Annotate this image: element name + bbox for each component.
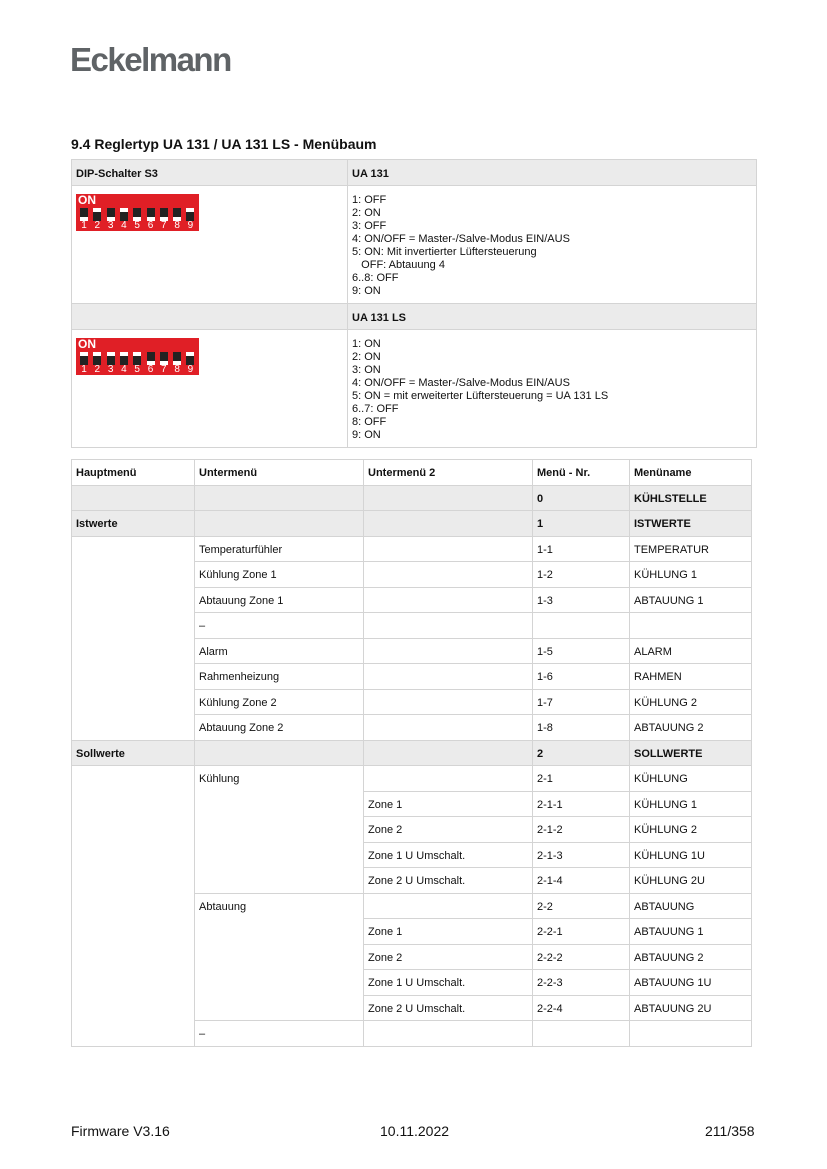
table-row xyxy=(72,587,752,613)
menu-cell-haupt xyxy=(72,1021,195,1047)
dip-description-line: 6..7: OFF xyxy=(352,403,399,415)
menu-cell-haupt xyxy=(72,919,195,945)
table-row xyxy=(72,536,752,562)
menu-cell-name: ABTAUUNG 2U xyxy=(630,995,752,1021)
menu-cell-unter2 xyxy=(364,562,533,588)
menu-cell-name: KÜHLUNG 2 xyxy=(630,817,752,843)
dip-on-label: ON xyxy=(78,337,96,351)
menu-cell-unter2 xyxy=(364,638,533,664)
menu-cell-unter2 xyxy=(364,587,533,613)
table-row xyxy=(72,562,752,588)
menu-cell-name: ISTWERTE xyxy=(630,511,752,537)
menu-column-header: Menü - Nr. xyxy=(533,460,630,486)
menu-cell-name: KÜHLUNG 1 xyxy=(630,562,752,588)
dip-switch-ua131 xyxy=(76,194,199,231)
dip-switch-knob xyxy=(133,352,141,356)
dip-switch-number: 2 xyxy=(94,364,101,375)
dip-switch-number: 2 xyxy=(94,220,101,231)
menu-cell-nr: 1-6 xyxy=(533,664,630,690)
menu-cell-unter2: Zone 1 xyxy=(364,791,533,817)
menu-cell-unter xyxy=(195,791,364,817)
menu-cell-unter xyxy=(195,970,364,996)
menu-cell-unter: Kühlung Zone 2 xyxy=(195,689,364,715)
menu-cell-nr: 2-2-3 xyxy=(533,970,630,996)
menu-cell-unter: Rahmenheizung xyxy=(195,664,364,690)
dip-description-line: 2: ON xyxy=(352,351,381,363)
table-row xyxy=(72,715,752,741)
dip-description-line: 3: OFF xyxy=(352,220,387,232)
dip-switch-number: 4 xyxy=(121,364,127,375)
menu-cell-name: KÜHLUNG 2U xyxy=(630,868,752,894)
menu-cell-unter xyxy=(195,740,364,766)
menu-cell-unter2 xyxy=(364,766,533,792)
menu-cell-haupt xyxy=(72,562,195,588)
table-row xyxy=(72,919,752,945)
menu-cell-haupt xyxy=(72,995,195,1021)
dip-switch-number: 6 xyxy=(147,364,154,375)
menu-column-header: Menüname xyxy=(630,460,752,486)
menu-cell-name xyxy=(630,1021,752,1047)
footer-page-number: 211/358 xyxy=(705,1123,755,1139)
dip-switch-knob xyxy=(186,352,194,356)
dip-switch-knob xyxy=(120,352,128,356)
dip-description-line: 4: ON/OFF = Master-/Salve-Modus EIN/AUS xyxy=(352,377,570,389)
table-row xyxy=(72,791,752,817)
menu-cell-nr: 2-2 xyxy=(533,893,630,919)
menu-cell-haupt xyxy=(72,485,195,511)
dip-switch-number: 3 xyxy=(107,220,114,231)
menu-cell-haupt xyxy=(72,613,195,639)
table-row xyxy=(72,868,752,894)
menu-cell-unter: Abtauung Zone 1 xyxy=(195,587,364,613)
dip-switch-number: 6 xyxy=(147,220,154,231)
menu-cell-unter2 xyxy=(364,485,533,511)
menu-cell-name: ABTAUUNG xyxy=(630,893,752,919)
dip-description-line: 9: ON xyxy=(352,429,381,441)
dip-description-ua131ls xyxy=(348,330,757,448)
menu-cell-unter xyxy=(195,842,364,868)
dip-image-cell-ua131 xyxy=(72,186,348,304)
menu-cell-haupt xyxy=(72,842,195,868)
menu-cell-unter2 xyxy=(364,893,533,919)
section-title: 9.4 Reglertyp UA 131 / UA 131 LS - Menübaum xyxy=(71,136,377,152)
table-row xyxy=(72,970,752,996)
menu-cell-unter2: Zone 2 U Umschalt. xyxy=(364,995,533,1021)
menu-cell-name: KÜHLUNG 1U xyxy=(630,842,752,868)
dip-switch-ua131ls xyxy=(76,338,199,375)
menu-cell-name: ABTAUUNG 2 xyxy=(630,944,752,970)
menu-cell-name: KÜHLUNG xyxy=(630,766,752,792)
menu-cell-unter: Alarm xyxy=(195,638,364,664)
menu-cell-unter: – xyxy=(195,613,364,639)
table-row xyxy=(72,740,752,766)
dip-description-line: 1: ON xyxy=(352,338,381,350)
table-row xyxy=(72,893,752,919)
menu-cell-unter xyxy=(195,817,364,843)
menu-cell-haupt xyxy=(72,893,195,919)
table-row xyxy=(72,511,752,537)
menu-cell-haupt xyxy=(72,664,195,690)
menu-cell-nr: 2-1-1 xyxy=(533,791,630,817)
menu-cell-unter: Kühlung xyxy=(195,766,364,792)
menu-cell-unter xyxy=(195,485,364,511)
dip-switch-number: 1 xyxy=(81,364,87,375)
menu-cell-unter xyxy=(195,995,364,1021)
dip-switch-knob xyxy=(80,352,88,356)
menu-cell-haupt xyxy=(72,587,195,613)
menu-cell-unter2: Zone 2 xyxy=(364,944,533,970)
menu-cell-nr: 1-7 xyxy=(533,689,630,715)
menu-cell-nr: 2 xyxy=(533,740,630,766)
dip-description-line: 9: ON xyxy=(352,285,381,297)
menu-cell-unter2: Zone 1 xyxy=(364,919,533,945)
dip-description-line: 5: ON = mit erweiterter Lüftersteuerung = UA 131 LS xyxy=(352,390,609,402)
menu-cell-unter2 xyxy=(364,740,533,766)
menu-cell-nr: 0 xyxy=(533,485,630,511)
menu-cell-name: SOLLWERTE xyxy=(630,740,752,766)
dip-description-line: 3: ON xyxy=(352,364,381,376)
menu-cell-haupt xyxy=(72,689,195,715)
dip-switch-knob xyxy=(93,208,101,212)
menu-cell-name: TEMPERATUR xyxy=(630,536,752,562)
menu-cell-nr: 1 xyxy=(533,511,630,537)
menu-cell-nr: 2-2-4 xyxy=(533,995,630,1021)
menu-tree-table xyxy=(71,459,752,1047)
dip-switch-number: 1 xyxy=(81,220,87,231)
dip-switch-knob xyxy=(120,208,128,212)
menu-cell-nr xyxy=(533,1021,630,1047)
menu-cell-haupt xyxy=(72,970,195,996)
menu-cell-name: ALARM xyxy=(630,638,752,664)
dip-description-line: 1: OFF xyxy=(352,194,387,206)
menu-cell-haupt xyxy=(72,817,195,843)
menu-cell-name: RAHMEN xyxy=(630,664,752,690)
dip-switch-number: 7 xyxy=(161,220,167,231)
menu-cell-nr: 1-8 xyxy=(533,715,630,741)
menu-cell-haupt xyxy=(72,536,195,562)
dip-description-line: 4: ON/OFF = Master-/Salve-Modus EIN/AUS xyxy=(352,233,570,245)
menu-cell-name: ABTAUUNG 1U xyxy=(630,970,752,996)
table-row xyxy=(72,766,752,792)
menu-cell-unter: – xyxy=(195,1021,364,1047)
dip-description-ua131 xyxy=(348,186,757,304)
menu-column-header: Hauptmenü xyxy=(72,460,195,486)
dip-switch-number: 9 xyxy=(187,220,194,231)
table-row xyxy=(72,689,752,715)
menu-cell-haupt xyxy=(72,638,195,664)
eckelmann-logo: Eckelmann xyxy=(70,41,231,78)
dip-header-empty xyxy=(72,304,348,330)
menu-cell-unter xyxy=(195,868,364,894)
dip-image-cell-ua131ls xyxy=(72,330,348,448)
menu-cell-haupt: Sollwerte xyxy=(72,740,195,766)
dip-on-label: ON xyxy=(78,193,96,207)
menu-cell-haupt xyxy=(72,715,195,741)
menu-cell-nr: 1-5 xyxy=(533,638,630,664)
menu-cell-name: KÜHLUNG 2 xyxy=(630,689,752,715)
menu-cell-haupt: Istwerte xyxy=(72,511,195,537)
menu-cell-name: ABTAUUNG 2 xyxy=(630,715,752,741)
menu-cell-unter2 xyxy=(364,664,533,690)
table-row xyxy=(72,664,752,690)
dip-description-line: 8: OFF xyxy=(352,416,387,428)
menu-cell-haupt xyxy=(72,868,195,894)
dip-description-line: 6..8: OFF xyxy=(352,272,399,284)
menu-column-header: Untermenü xyxy=(195,460,364,486)
dip-switch-number: 3 xyxy=(107,364,114,375)
dip-switch-number: 8 xyxy=(174,364,180,375)
menu-cell-nr: 2-2-1 xyxy=(533,919,630,945)
table-row xyxy=(72,817,752,843)
menu-cell-unter: Kühlung Zone 1 xyxy=(195,562,364,588)
dip-switch-number: 7 xyxy=(161,364,167,375)
menu-cell-unter xyxy=(195,919,364,945)
menu-cell-haupt xyxy=(72,944,195,970)
dip-description-line: 2: ON xyxy=(352,207,381,219)
menu-cell-unter2 xyxy=(364,1021,533,1047)
dip-switch-table xyxy=(71,159,757,448)
menu-cell-unter2: Zone 2 U Umschalt. xyxy=(364,868,533,894)
dip-switch-number: 8 xyxy=(174,220,180,231)
menu-cell-unter: Abtauung Zone 2 xyxy=(195,715,364,741)
dip-switch-number: 5 xyxy=(134,364,140,375)
menu-cell-haupt xyxy=(72,791,195,817)
table-row xyxy=(72,944,752,970)
menu-cell-nr: 2-1-4 xyxy=(533,868,630,894)
menu-cell-nr: 2-1 xyxy=(533,766,630,792)
table-row xyxy=(72,638,752,664)
table-row xyxy=(72,485,752,511)
dip-switch-knob xyxy=(93,352,101,356)
menu-cell-unter2: Zone 1 U Umschalt. xyxy=(364,842,533,868)
menu-cell-haupt xyxy=(72,766,195,792)
menu-cell-unter: Abtauung xyxy=(195,893,364,919)
menu-cell-unter: Temperaturfühler xyxy=(195,536,364,562)
menu-cell-name xyxy=(630,613,752,639)
dip-header-ua131ls: UA 131 LS xyxy=(348,304,757,330)
menu-cell-unter2 xyxy=(364,715,533,741)
dip-description-line: OFF: Abtauung 4 xyxy=(352,259,445,271)
menu-cell-nr: 2-1-2 xyxy=(533,817,630,843)
menu-cell-unter2 xyxy=(364,536,533,562)
menu-cell-name: ABTAUUNG 1 xyxy=(630,587,752,613)
menu-cell-nr: 2-1-3 xyxy=(533,842,630,868)
menu-column-header: Untermenü 2 xyxy=(364,460,533,486)
dip-description-line: 5: ON: Mit invertierter Lüftersteuerung xyxy=(352,246,537,258)
menu-cell-unter2: Zone 2 xyxy=(364,817,533,843)
menu-cell-name: ABTAUUNG 1 xyxy=(630,919,752,945)
menu-cell-nr: 1-3 xyxy=(533,587,630,613)
dip-switch-number: 5 xyxy=(134,220,140,231)
dip-header-ua131: UA 131 xyxy=(348,160,757,186)
menu-cell-nr: 2-2-2 xyxy=(533,944,630,970)
dip-switch-knob xyxy=(107,352,115,356)
table-row xyxy=(72,842,752,868)
table-row xyxy=(72,613,752,639)
menu-cell-unter xyxy=(195,944,364,970)
menu-cell-unter2 xyxy=(364,613,533,639)
menu-cell-name: KÜHLUNG 1 xyxy=(630,791,752,817)
menu-cell-nr xyxy=(533,613,630,639)
footer-date: 10.11.2022 xyxy=(380,1123,450,1139)
dip-header-left: DIP-Schalter S3 xyxy=(72,160,348,186)
dip-switch-knob xyxy=(186,208,194,212)
menu-cell-nr: 1-2 xyxy=(533,562,630,588)
menu-cell-unter xyxy=(195,511,364,537)
dip-switch-number: 9 xyxy=(187,364,194,375)
dip-switch-number: 4 xyxy=(121,220,127,231)
footer-firmware: Firmware V3.16 xyxy=(71,1123,170,1139)
menu-cell-unter2: Zone 1 U Umschalt. xyxy=(364,970,533,996)
table-row xyxy=(72,995,752,1021)
menu-cell-unter2 xyxy=(364,511,533,537)
menu-cell-unter2 xyxy=(364,689,533,715)
table-row xyxy=(72,1021,752,1047)
menu-cell-name: KÜHLSTELLE xyxy=(630,485,752,511)
menu-cell-nr: 1-1 xyxy=(533,536,630,562)
